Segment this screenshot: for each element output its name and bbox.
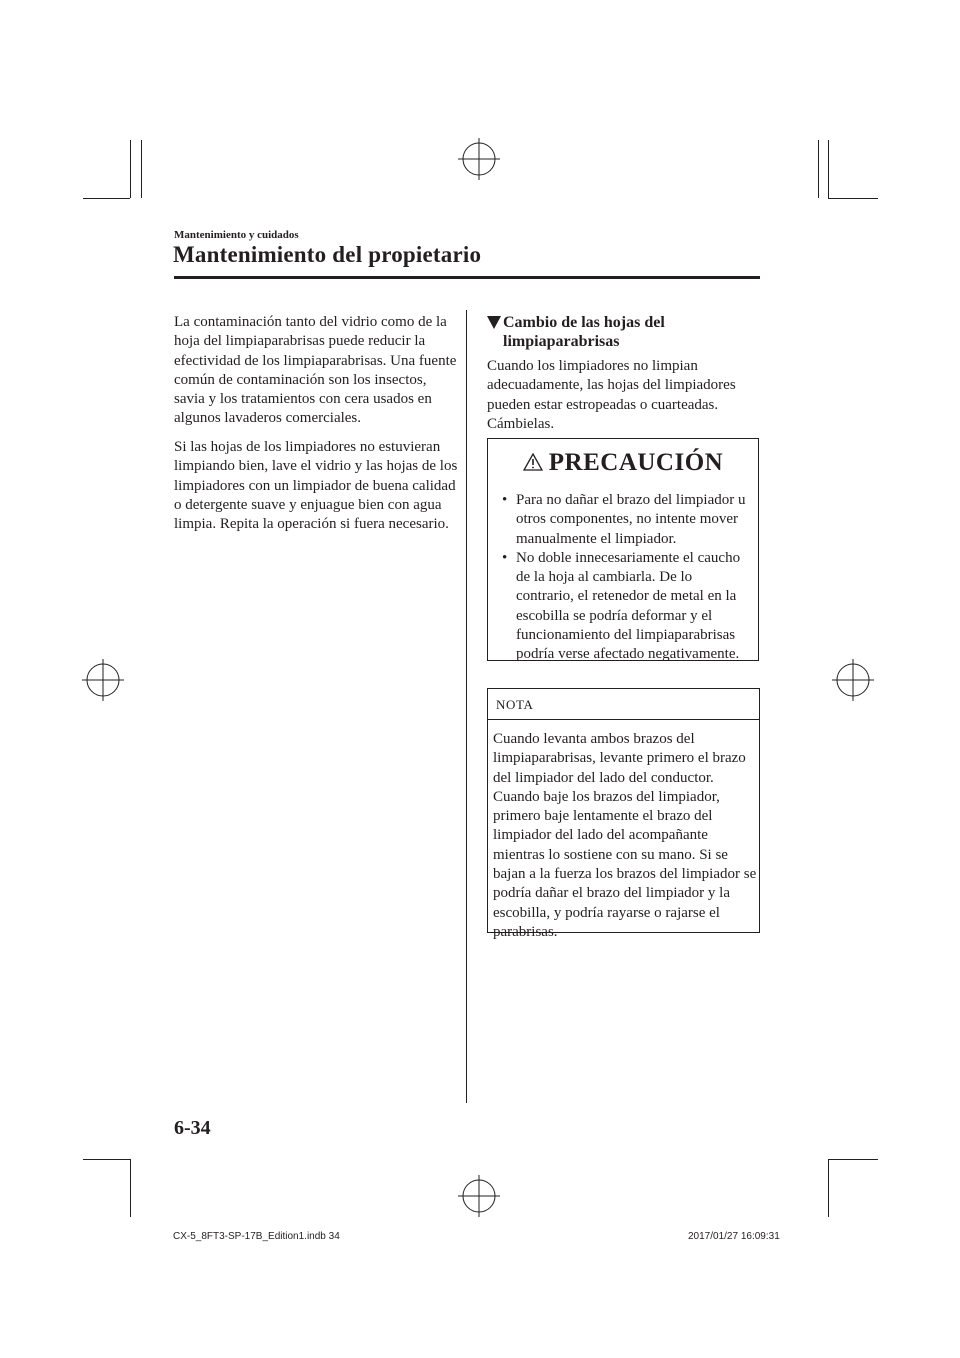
crop-mark	[83, 1159, 130, 1160]
column-divider	[466, 310, 467, 1103]
caution-list	[502, 491, 752, 665]
down-triangle-icon	[487, 316, 501, 329]
crop-mark	[141, 140, 142, 198]
crop-mark	[828, 140, 829, 198]
caution-item-text: No doble innecesariamente el caucho de la hoja al cambiarla. De lo contrario, el retenedor de metal en la escobilla se podría deformar y el funcionamiento del limpiaparabrisas podría verse afectado negativamente.	[516, 549, 741, 663]
list-item	[502, 549, 752, 665]
crop-mark	[818, 140, 819, 198]
registration-crosshair-icon	[832, 659, 874, 701]
subheading-text: Cambio de las hojas del limpiaparabrisas	[503, 314, 665, 350]
registration-crosshair-icon	[82, 659, 124, 701]
note-heading: NOTA	[496, 697, 534, 712]
warning-triangle-icon	[523, 450, 543, 478]
cleaning-paragraph: Si las hojas de los limpiadores no estuvieran limpiando bien, lave el vidrio y las hojas de los limpiadores con un limpiador de buena calidad o detergente suave y enjuague bien con agua limpia. Repita la operación si fuera necesario.	[174, 439, 458, 533]
section-subheading	[487, 313, 762, 351]
bullet: •	[502, 492, 508, 508]
caution-item-text: Para no dañar el brazo del limpiador u otros componentes, no intente mover manualmente el limpiador.	[516, 492, 746, 547]
registration-crosshair-icon	[458, 138, 500, 180]
contamination-paragraph: La contaminación tanto del vidrio como de la hoja del limpiaparabrisas puede reducir la efectividad de los limpiaparabrisas. Una fuente común de contaminación son los insectos, savia y los tratamientos con cera usados en algunos lavaderos comerciales.	[174, 314, 457, 427]
crop-mark	[828, 1159, 829, 1217]
footer-file-info: CX-5_8FT3-SP-17B_Edition1.indb 34	[173, 1231, 340, 1242]
caution-box	[487, 438, 759, 661]
crop-mark	[130, 140, 131, 198]
crop-mark	[130, 1159, 131, 1217]
page-number: 6-34	[174, 1117, 211, 1139]
crop-mark	[83, 198, 130, 199]
caution-heading-text: PRECAUCIÓN	[548, 449, 724, 476]
caution-heading	[488, 449, 758, 478]
replacement-paragraph: Cuando los limpiadores no limpian adecuadamente, las hojas del limpiadores pueden estar estropeadas o cuarteadas. Cámbielas.	[487, 358, 736, 432]
list-item	[502, 491, 752, 549]
bullet: •	[502, 549, 508, 566]
footer-timestamp: 2017/01/27 16:09:31	[688, 1231, 780, 1242]
note-rule	[488, 719, 759, 720]
page-title: Mantenimiento del propietario	[173, 242, 482, 267]
title-rule	[174, 276, 760, 279]
crop-mark	[828, 198, 878, 199]
registration-crosshair-icon	[458, 1175, 500, 1217]
note-text: Cuando levanta ambos brazos del limpiaparabrisas, levante primero el brazo del limpiador del lado del conductor. Cuando baje los brazos del limpiador, primero baje lentamente el brazo del limpiador del lado del acompañante mientras lo sostiene con su mano. Si se bajan a la fuerza los brazos del limpiador se podría dañar el brazo del limpiador y la escobilla, y podría rayarse o rajarse el parabrisas.	[493, 731, 757, 940]
section-label: Mantenimiento y cuidados	[174, 229, 299, 241]
crop-mark	[828, 1159, 878, 1160]
note-box	[487, 688, 760, 940]
